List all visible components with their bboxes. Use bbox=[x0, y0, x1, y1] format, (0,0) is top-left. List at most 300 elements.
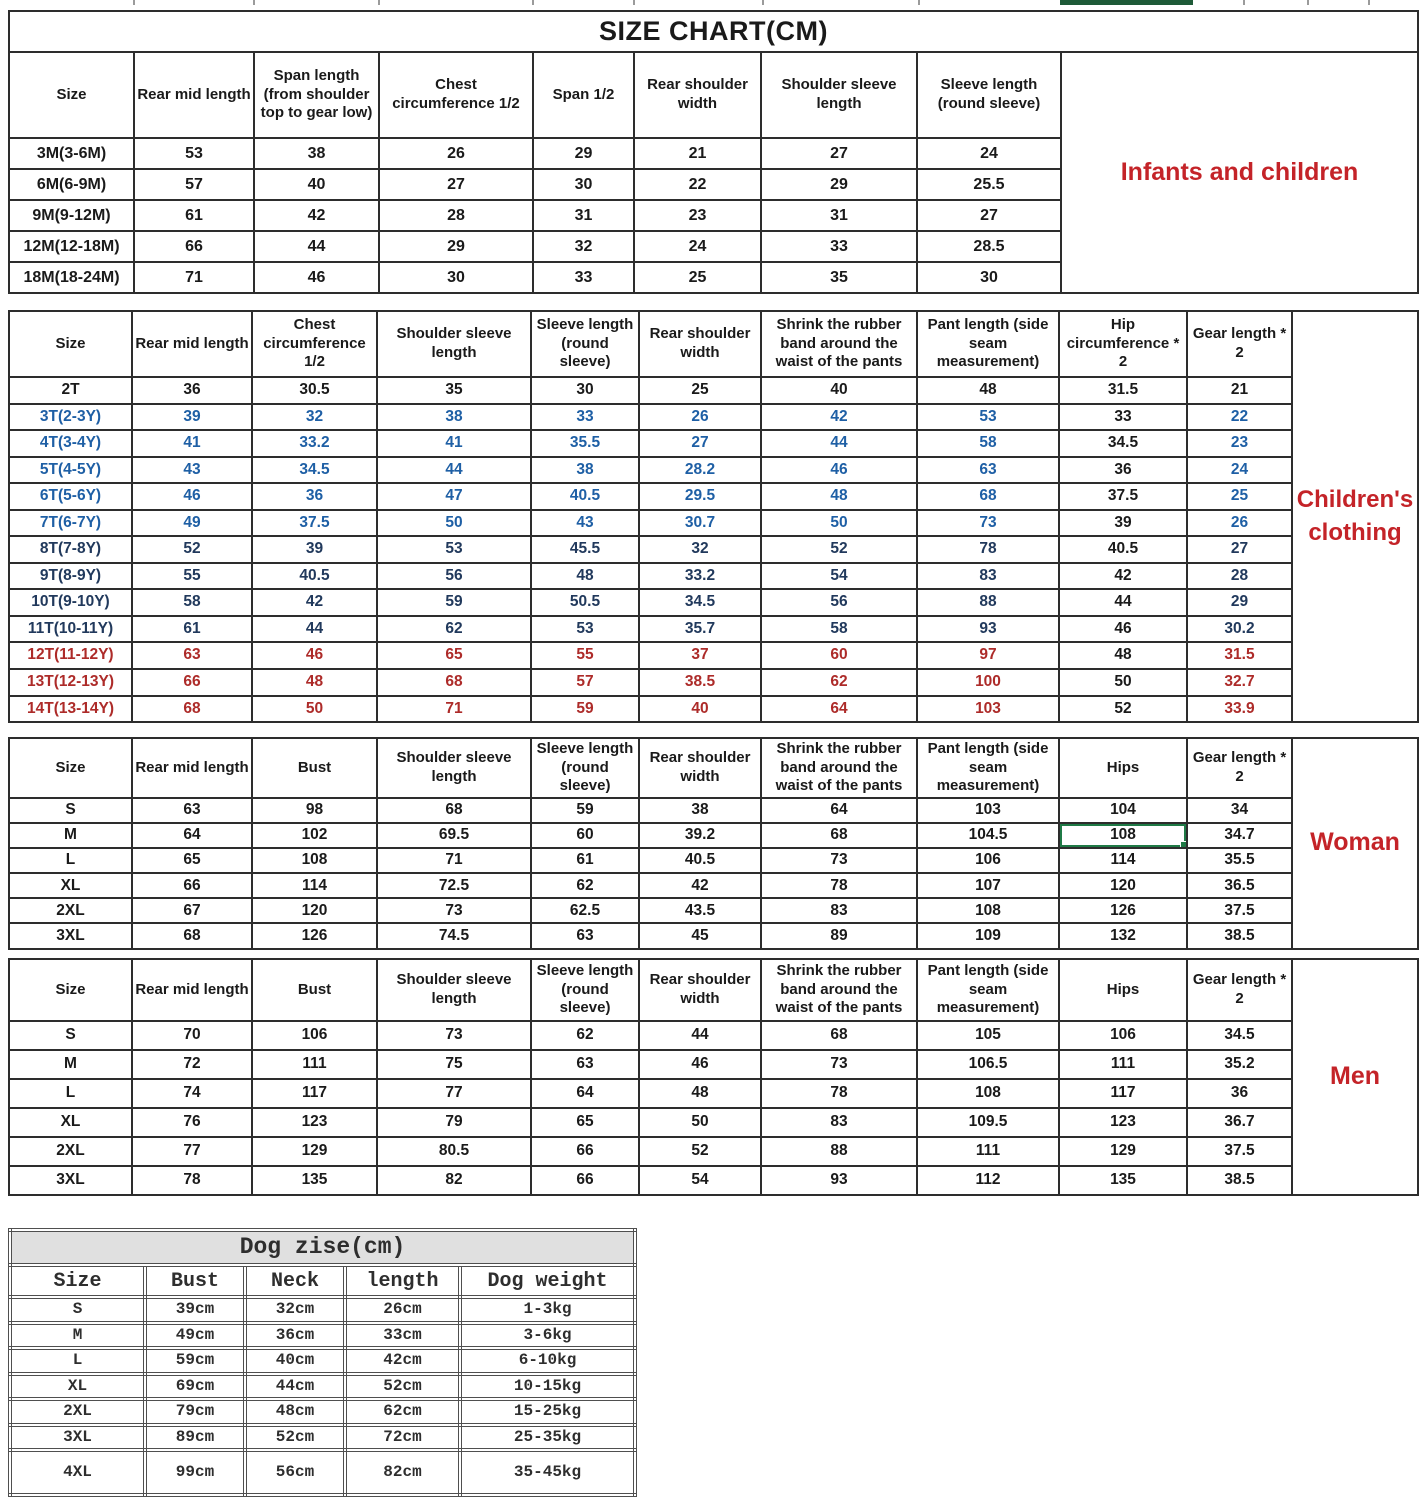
column-header: Pant length (side seam measurement) bbox=[917, 959, 1059, 1021]
size-cell: 3M(3-6M) bbox=[9, 138, 134, 169]
value-cell: 72 bbox=[132, 1050, 252, 1079]
column-header: Size bbox=[10, 1265, 145, 1297]
value-cell: 32 bbox=[533, 231, 634, 262]
value-cell: 109.5 bbox=[917, 1108, 1059, 1137]
value-cell: 1-3kg bbox=[460, 1297, 635, 1323]
value-cell: 50 bbox=[377, 510, 531, 537]
column-header: Shoulder sleeve length bbox=[761, 52, 917, 138]
value-cell: 26cm bbox=[345, 1297, 460, 1323]
value-cell: 35.7 bbox=[639, 616, 761, 643]
table-row bbox=[10, 1450, 635, 1495]
value-cell: 24 bbox=[917, 138, 1061, 169]
value-cell: 65 bbox=[132, 848, 252, 873]
value-cell: 34.5 bbox=[1059, 430, 1187, 457]
column-header: Shoulder sleeve length bbox=[377, 959, 531, 1021]
value-cell: 10-15kg bbox=[460, 1374, 635, 1400]
dog-size-table bbox=[8, 1228, 637, 1497]
value-cell: 49 bbox=[132, 510, 252, 537]
table-row bbox=[9, 1108, 1418, 1137]
value-cell: 48 bbox=[761, 483, 917, 510]
value-cell: 74 bbox=[132, 1079, 252, 1108]
value-cell: 61 bbox=[531, 848, 639, 873]
value-cell: 129 bbox=[252, 1137, 377, 1166]
value-cell: 78 bbox=[761, 873, 917, 898]
value-cell: 42 bbox=[761, 404, 917, 431]
value-cell: 47 bbox=[377, 483, 531, 510]
value-cell: 60 bbox=[531, 823, 639, 848]
value-cell: 61 bbox=[134, 200, 254, 231]
value-cell: 22 bbox=[634, 169, 761, 200]
size-cell: 3XL bbox=[9, 923, 132, 948]
value-cell: 30 bbox=[531, 377, 639, 404]
value-cell: 30 bbox=[379, 262, 533, 293]
size-cell: 14T(13-14Y) bbox=[9, 696, 132, 723]
side-label-woman: Woman bbox=[1292, 738, 1418, 949]
value-cell: 28.5 bbox=[917, 231, 1061, 262]
value-cell: 66 bbox=[132, 669, 252, 696]
value-cell: 129 bbox=[1059, 1137, 1187, 1166]
value-cell: 102 bbox=[252, 823, 377, 848]
value-cell: 33.2 bbox=[252, 430, 377, 457]
value-cell: 25.5 bbox=[917, 169, 1061, 200]
value-cell: 33 bbox=[531, 404, 639, 431]
selected-cell: 108 bbox=[1059, 823, 1187, 848]
value-cell: 36 bbox=[1059, 457, 1187, 484]
value-cell: 100 bbox=[917, 669, 1059, 696]
value-cell: 79cm bbox=[145, 1399, 245, 1425]
table-row bbox=[9, 457, 1418, 484]
value-cell: 29 bbox=[379, 231, 533, 262]
value-cell: 50 bbox=[252, 696, 377, 723]
value-cell: 42cm bbox=[345, 1348, 460, 1374]
size-cell: 4T(3-4Y) bbox=[9, 430, 132, 457]
value-cell: 58 bbox=[917, 430, 1059, 457]
value-cell: 37 bbox=[639, 642, 761, 669]
value-cell: 46 bbox=[254, 262, 379, 293]
value-cell: 77 bbox=[377, 1079, 531, 1108]
value-cell: 30 bbox=[917, 262, 1061, 293]
value-cell: 117 bbox=[1059, 1079, 1187, 1108]
value-cell: 89 bbox=[761, 923, 917, 948]
size-cell: 18M(18-24M) bbox=[9, 262, 134, 293]
value-cell: 45 bbox=[639, 923, 761, 948]
column-header: Shoulder sleeve length bbox=[377, 311, 531, 377]
column-header: Rear mid length bbox=[132, 959, 252, 1021]
value-cell: 50 bbox=[639, 1108, 761, 1137]
table-row bbox=[9, 616, 1418, 643]
table-row bbox=[9, 1166, 1418, 1195]
value-cell: 66 bbox=[132, 873, 252, 898]
value-cell: 33 bbox=[533, 262, 634, 293]
column-header: Dog weight bbox=[460, 1265, 635, 1297]
table-row bbox=[9, 563, 1418, 590]
value-cell: 40.5 bbox=[1059, 536, 1187, 563]
value-cell: 114 bbox=[1059, 848, 1187, 873]
value-cell: 66 bbox=[531, 1137, 639, 1166]
value-cell: 44 bbox=[761, 430, 917, 457]
value-cell: 65 bbox=[377, 642, 531, 669]
size-cell: 2XL bbox=[10, 1399, 145, 1425]
value-cell: 50 bbox=[761, 510, 917, 537]
size-cell: 12M(12-18M) bbox=[9, 231, 134, 262]
column-header: Shrink the rubber band around the waist of the pants bbox=[761, 738, 917, 798]
grid-tick bbox=[378, 0, 380, 5]
value-cell: 75 bbox=[377, 1050, 531, 1079]
value-cell: 35.2 bbox=[1187, 1050, 1292, 1079]
column-header: Hips bbox=[1059, 959, 1187, 1021]
column-header: Hip circumference * 2 bbox=[1059, 311, 1187, 377]
size-cell: 3XL bbox=[10, 1425, 145, 1451]
value-cell: 52cm bbox=[345, 1374, 460, 1400]
value-cell: 39 bbox=[252, 536, 377, 563]
value-cell: 23 bbox=[1187, 430, 1292, 457]
column-header: Pant length (side seam measurement) bbox=[917, 311, 1059, 377]
value-cell: 98 bbox=[252, 798, 377, 823]
value-cell: 46 bbox=[639, 1050, 761, 1079]
column-header: Shrink the rubber band around the waist of the pants bbox=[761, 959, 917, 1021]
value-cell: 135 bbox=[1059, 1166, 1187, 1195]
value-cell: 31 bbox=[761, 200, 917, 231]
value-cell: 36cm bbox=[245, 1323, 345, 1349]
value-cell: 35.5 bbox=[531, 430, 639, 457]
value-cell: 108 bbox=[917, 1079, 1059, 1108]
value-cell: 105 bbox=[917, 1021, 1059, 1050]
value-cell: 68 bbox=[917, 483, 1059, 510]
value-cell: 24 bbox=[1187, 457, 1292, 484]
value-cell: 40.5 bbox=[531, 483, 639, 510]
table-row bbox=[9, 1050, 1418, 1079]
table-row bbox=[9, 1021, 1418, 1050]
size-cell: XL bbox=[10, 1374, 145, 1400]
value-cell: 46 bbox=[761, 457, 917, 484]
value-cell: 52 bbox=[1059, 696, 1187, 723]
value-cell: 103 bbox=[917, 798, 1059, 823]
value-cell: 31 bbox=[533, 200, 634, 231]
value-cell: 71 bbox=[377, 848, 531, 873]
value-cell: 39.2 bbox=[639, 823, 761, 848]
size-cell: 12T(11-12Y) bbox=[9, 642, 132, 669]
value-cell: 111 bbox=[252, 1050, 377, 1079]
value-cell: 68 bbox=[761, 1021, 917, 1050]
size-cell: M bbox=[9, 823, 132, 848]
value-cell: 69cm bbox=[145, 1374, 245, 1400]
value-cell: 73 bbox=[377, 898, 531, 923]
value-cell: 28.2 bbox=[639, 457, 761, 484]
side-label-men: Men bbox=[1292, 959, 1418, 1195]
table-row bbox=[10, 1348, 635, 1374]
value-cell: 48 bbox=[639, 1079, 761, 1108]
value-cell: 88 bbox=[761, 1137, 917, 1166]
value-cell: 97 bbox=[917, 642, 1059, 669]
value-cell: 52 bbox=[639, 1137, 761, 1166]
value-cell: 42 bbox=[639, 873, 761, 898]
table-row bbox=[10, 1374, 635, 1400]
column-header: Span 1/2 bbox=[533, 52, 634, 138]
value-cell: 59 bbox=[531, 798, 639, 823]
value-cell: 57 bbox=[134, 169, 254, 200]
value-cell: 33.9 bbox=[1187, 696, 1292, 723]
column-header: Hips bbox=[1059, 738, 1187, 798]
value-cell: 34 bbox=[1187, 798, 1292, 823]
column-header: Rear shoulder width bbox=[634, 52, 761, 138]
value-cell: 57 bbox=[531, 669, 639, 696]
value-cell: 46 bbox=[1059, 616, 1187, 643]
table-row bbox=[9, 873, 1418, 898]
size-chart-title: SIZE CHART(CM) bbox=[9, 11, 1418, 52]
value-cell: 88 bbox=[917, 589, 1059, 616]
value-cell: 123 bbox=[1059, 1108, 1187, 1137]
value-cell: 38.5 bbox=[1187, 923, 1292, 948]
value-cell: 63 bbox=[917, 457, 1059, 484]
value-cell: 58 bbox=[761, 616, 917, 643]
value-cell: 43 bbox=[132, 457, 252, 484]
size-cell: 9T(8-9Y) bbox=[9, 563, 132, 590]
value-cell: 24 bbox=[634, 231, 761, 262]
value-cell: 46 bbox=[252, 642, 377, 669]
side-label-infants: Infants and children bbox=[1061, 52, 1418, 293]
value-cell: 31.5 bbox=[1187, 642, 1292, 669]
value-cell: 31.5 bbox=[1059, 377, 1187, 404]
value-cell: 53 bbox=[377, 536, 531, 563]
table-row bbox=[9, 848, 1418, 873]
value-cell: 132 bbox=[1059, 923, 1187, 948]
value-cell: 27 bbox=[639, 430, 761, 457]
value-cell: 117 bbox=[252, 1079, 377, 1108]
side-label-children: Children's clothing bbox=[1292, 311, 1418, 722]
value-cell: 48 bbox=[252, 669, 377, 696]
table-row bbox=[9, 696, 1418, 723]
value-cell: 30.2 bbox=[1187, 616, 1292, 643]
value-cell: 42 bbox=[254, 200, 379, 231]
column-header: Rear shoulder width bbox=[639, 738, 761, 798]
value-cell: 71 bbox=[377, 696, 531, 723]
dog-size-title: Dog zise(cm) bbox=[10, 1230, 635, 1265]
value-cell: 6-10kg bbox=[460, 1348, 635, 1374]
value-cell: 52 bbox=[761, 536, 917, 563]
value-cell: 108 bbox=[917, 898, 1059, 923]
value-cell: 73 bbox=[761, 848, 917, 873]
column-header: Rear mid length bbox=[132, 738, 252, 798]
size-cell: XL bbox=[9, 873, 132, 898]
value-cell: 35 bbox=[377, 377, 531, 404]
value-cell: 21 bbox=[1187, 377, 1292, 404]
column-header: Chest circumference 1/2 bbox=[379, 52, 533, 138]
value-cell: 103 bbox=[917, 696, 1059, 723]
value-cell: 38.5 bbox=[1187, 1166, 1292, 1195]
grid-tick bbox=[918, 0, 920, 5]
size-cell: S bbox=[10, 1297, 145, 1323]
value-cell: 108 bbox=[252, 848, 377, 873]
value-cell: 29.5 bbox=[639, 483, 761, 510]
value-cell: 40.5 bbox=[639, 848, 761, 873]
size-cell: 6M(6-9M) bbox=[9, 169, 134, 200]
value-cell: 32cm bbox=[245, 1297, 345, 1323]
value-cell: 66 bbox=[531, 1166, 639, 1195]
value-cell: 72cm bbox=[345, 1425, 460, 1451]
value-cell: 79 bbox=[377, 1108, 531, 1137]
value-cell: 62 bbox=[761, 669, 917, 696]
table-row bbox=[9, 898, 1418, 923]
value-cell: 73 bbox=[377, 1021, 531, 1050]
value-cell: 45.5 bbox=[531, 536, 639, 563]
value-cell: 40 bbox=[761, 377, 917, 404]
value-cell: 64 bbox=[761, 798, 917, 823]
value-cell: 71 bbox=[134, 262, 254, 293]
value-cell: 29 bbox=[533, 138, 634, 169]
size-cell: 4XL bbox=[10, 1450, 145, 1495]
size-cell: 8T(7-8Y) bbox=[9, 536, 132, 563]
value-cell: 61 bbox=[132, 616, 252, 643]
value-cell: 83 bbox=[917, 563, 1059, 590]
value-cell: 80.5 bbox=[377, 1137, 531, 1166]
value-cell: 40.5 bbox=[252, 563, 377, 590]
table-row bbox=[9, 1079, 1418, 1108]
grid-tick bbox=[253, 0, 255, 5]
value-cell: 22 bbox=[1187, 404, 1292, 431]
column-header: Rear shoulder width bbox=[639, 311, 761, 377]
value-cell: 29 bbox=[1187, 589, 1292, 616]
value-cell: 3-6kg bbox=[460, 1323, 635, 1349]
grid-tick bbox=[1307, 0, 1309, 5]
value-cell: 38.5 bbox=[639, 669, 761, 696]
value-cell: 59cm bbox=[145, 1348, 245, 1374]
size-cell: M bbox=[9, 1050, 132, 1079]
value-cell: 37.5 bbox=[252, 510, 377, 537]
value-cell: 38 bbox=[639, 798, 761, 823]
value-cell: 43 bbox=[531, 510, 639, 537]
value-cell: 111 bbox=[917, 1137, 1059, 1166]
column-header: Rear shoulder width bbox=[639, 959, 761, 1021]
value-cell: 28 bbox=[1187, 563, 1292, 590]
value-cell: 106 bbox=[252, 1021, 377, 1050]
column-header: Bust bbox=[252, 738, 377, 798]
value-cell: 26 bbox=[379, 138, 533, 169]
value-cell: 56 bbox=[761, 589, 917, 616]
value-cell: 44cm bbox=[245, 1374, 345, 1400]
value-cell: 48cm bbox=[245, 1399, 345, 1425]
table-row bbox=[9, 510, 1418, 537]
column-header: Rear mid length bbox=[134, 52, 254, 138]
value-cell: 93 bbox=[917, 616, 1059, 643]
value-cell: 48 bbox=[531, 563, 639, 590]
value-cell: 63 bbox=[132, 642, 252, 669]
value-cell: 32 bbox=[252, 404, 377, 431]
value-cell: 99cm bbox=[145, 1450, 245, 1495]
value-cell: 38 bbox=[254, 138, 379, 169]
value-cell: 30.7 bbox=[639, 510, 761, 537]
value-cell: 70 bbox=[132, 1021, 252, 1050]
value-cell: 104.5 bbox=[917, 823, 1059, 848]
size-cell: L bbox=[10, 1348, 145, 1374]
value-cell: 25 bbox=[639, 377, 761, 404]
value-cell: 56cm bbox=[245, 1450, 345, 1495]
value-cell: 106 bbox=[917, 848, 1059, 873]
value-cell: 26 bbox=[639, 404, 761, 431]
value-cell: 46 bbox=[132, 483, 252, 510]
value-cell: 126 bbox=[1059, 898, 1187, 923]
value-cell: 109 bbox=[917, 923, 1059, 948]
value-cell: 35-45kg bbox=[460, 1450, 635, 1495]
value-cell: 50 bbox=[1059, 669, 1187, 696]
value-cell: 66 bbox=[134, 231, 254, 262]
value-cell: 41 bbox=[377, 430, 531, 457]
value-cell: 73 bbox=[761, 1050, 917, 1079]
column-header: Bust bbox=[145, 1265, 245, 1297]
column-header: Bust bbox=[252, 959, 377, 1021]
value-cell: 15-25kg bbox=[460, 1399, 635, 1425]
value-cell: 82 bbox=[377, 1166, 531, 1195]
value-cell: 54 bbox=[761, 563, 917, 590]
men-size-table bbox=[8, 958, 1419, 1196]
column-header: Sleeve length (round sleeve) bbox=[531, 959, 639, 1021]
value-cell: 39 bbox=[132, 404, 252, 431]
size-cell: 2XL bbox=[9, 1137, 132, 1166]
size-cell: 5T(4-5Y) bbox=[9, 457, 132, 484]
grid-tick bbox=[1368, 0, 1370, 5]
column-header: Chest circumference 1/2 bbox=[252, 311, 377, 377]
size-cell: S bbox=[9, 798, 132, 823]
value-cell: 48 bbox=[1059, 642, 1187, 669]
size-cell: 6T(5-6Y) bbox=[9, 483, 132, 510]
column-header: Shrink the rubber band around the waist of the pants bbox=[761, 311, 917, 377]
value-cell: 38 bbox=[377, 404, 531, 431]
value-cell: 40 bbox=[254, 169, 379, 200]
table-row bbox=[9, 798, 1418, 823]
value-cell: 49cm bbox=[145, 1323, 245, 1349]
table-row bbox=[9, 536, 1418, 563]
value-cell: 60 bbox=[761, 642, 917, 669]
value-cell: 78 bbox=[132, 1166, 252, 1195]
value-cell: 56 bbox=[377, 563, 531, 590]
value-cell: 106.5 bbox=[917, 1050, 1059, 1079]
table-row bbox=[9, 589, 1418, 616]
value-cell: 62.5 bbox=[531, 898, 639, 923]
value-cell: 67 bbox=[132, 898, 252, 923]
size-cell: 2T bbox=[9, 377, 132, 404]
column-header: Sleeve length (round sleeve) bbox=[531, 738, 639, 798]
column-header: Gear length * 2 bbox=[1187, 959, 1292, 1021]
size-cell: M bbox=[10, 1323, 145, 1349]
infants-size-table bbox=[8, 10, 1419, 294]
column-header: Size bbox=[9, 52, 134, 138]
value-cell: 64 bbox=[531, 1079, 639, 1108]
value-cell: 40 bbox=[639, 696, 761, 723]
column-header: Size bbox=[9, 738, 132, 798]
value-cell: 36 bbox=[1187, 1079, 1292, 1108]
column-header: Sleeve length (round sleeve) bbox=[917, 52, 1061, 138]
value-cell: 27 bbox=[761, 138, 917, 169]
column-header: Gear length * 2 bbox=[1187, 738, 1292, 798]
value-cell: 44 bbox=[377, 457, 531, 484]
grid-tick bbox=[133, 0, 135, 5]
grid-tick bbox=[532, 0, 534, 5]
value-cell: 33 bbox=[1059, 404, 1187, 431]
value-cell: 43.5 bbox=[639, 898, 761, 923]
value-cell: 55 bbox=[132, 563, 252, 590]
value-cell: 135 bbox=[252, 1166, 377, 1195]
value-cell: 93 bbox=[761, 1166, 917, 1195]
value-cell: 74.5 bbox=[377, 923, 531, 948]
value-cell: 112 bbox=[917, 1166, 1059, 1195]
value-cell: 34.5 bbox=[639, 589, 761, 616]
value-cell: 64 bbox=[132, 823, 252, 848]
value-cell: 36 bbox=[132, 377, 252, 404]
column-header: Sleeve length (round sleeve) bbox=[531, 311, 639, 377]
value-cell: 106 bbox=[1059, 1021, 1187, 1050]
value-cell: 82cm bbox=[345, 1450, 460, 1495]
value-cell: 38 bbox=[531, 457, 639, 484]
value-cell: 104 bbox=[1059, 798, 1187, 823]
